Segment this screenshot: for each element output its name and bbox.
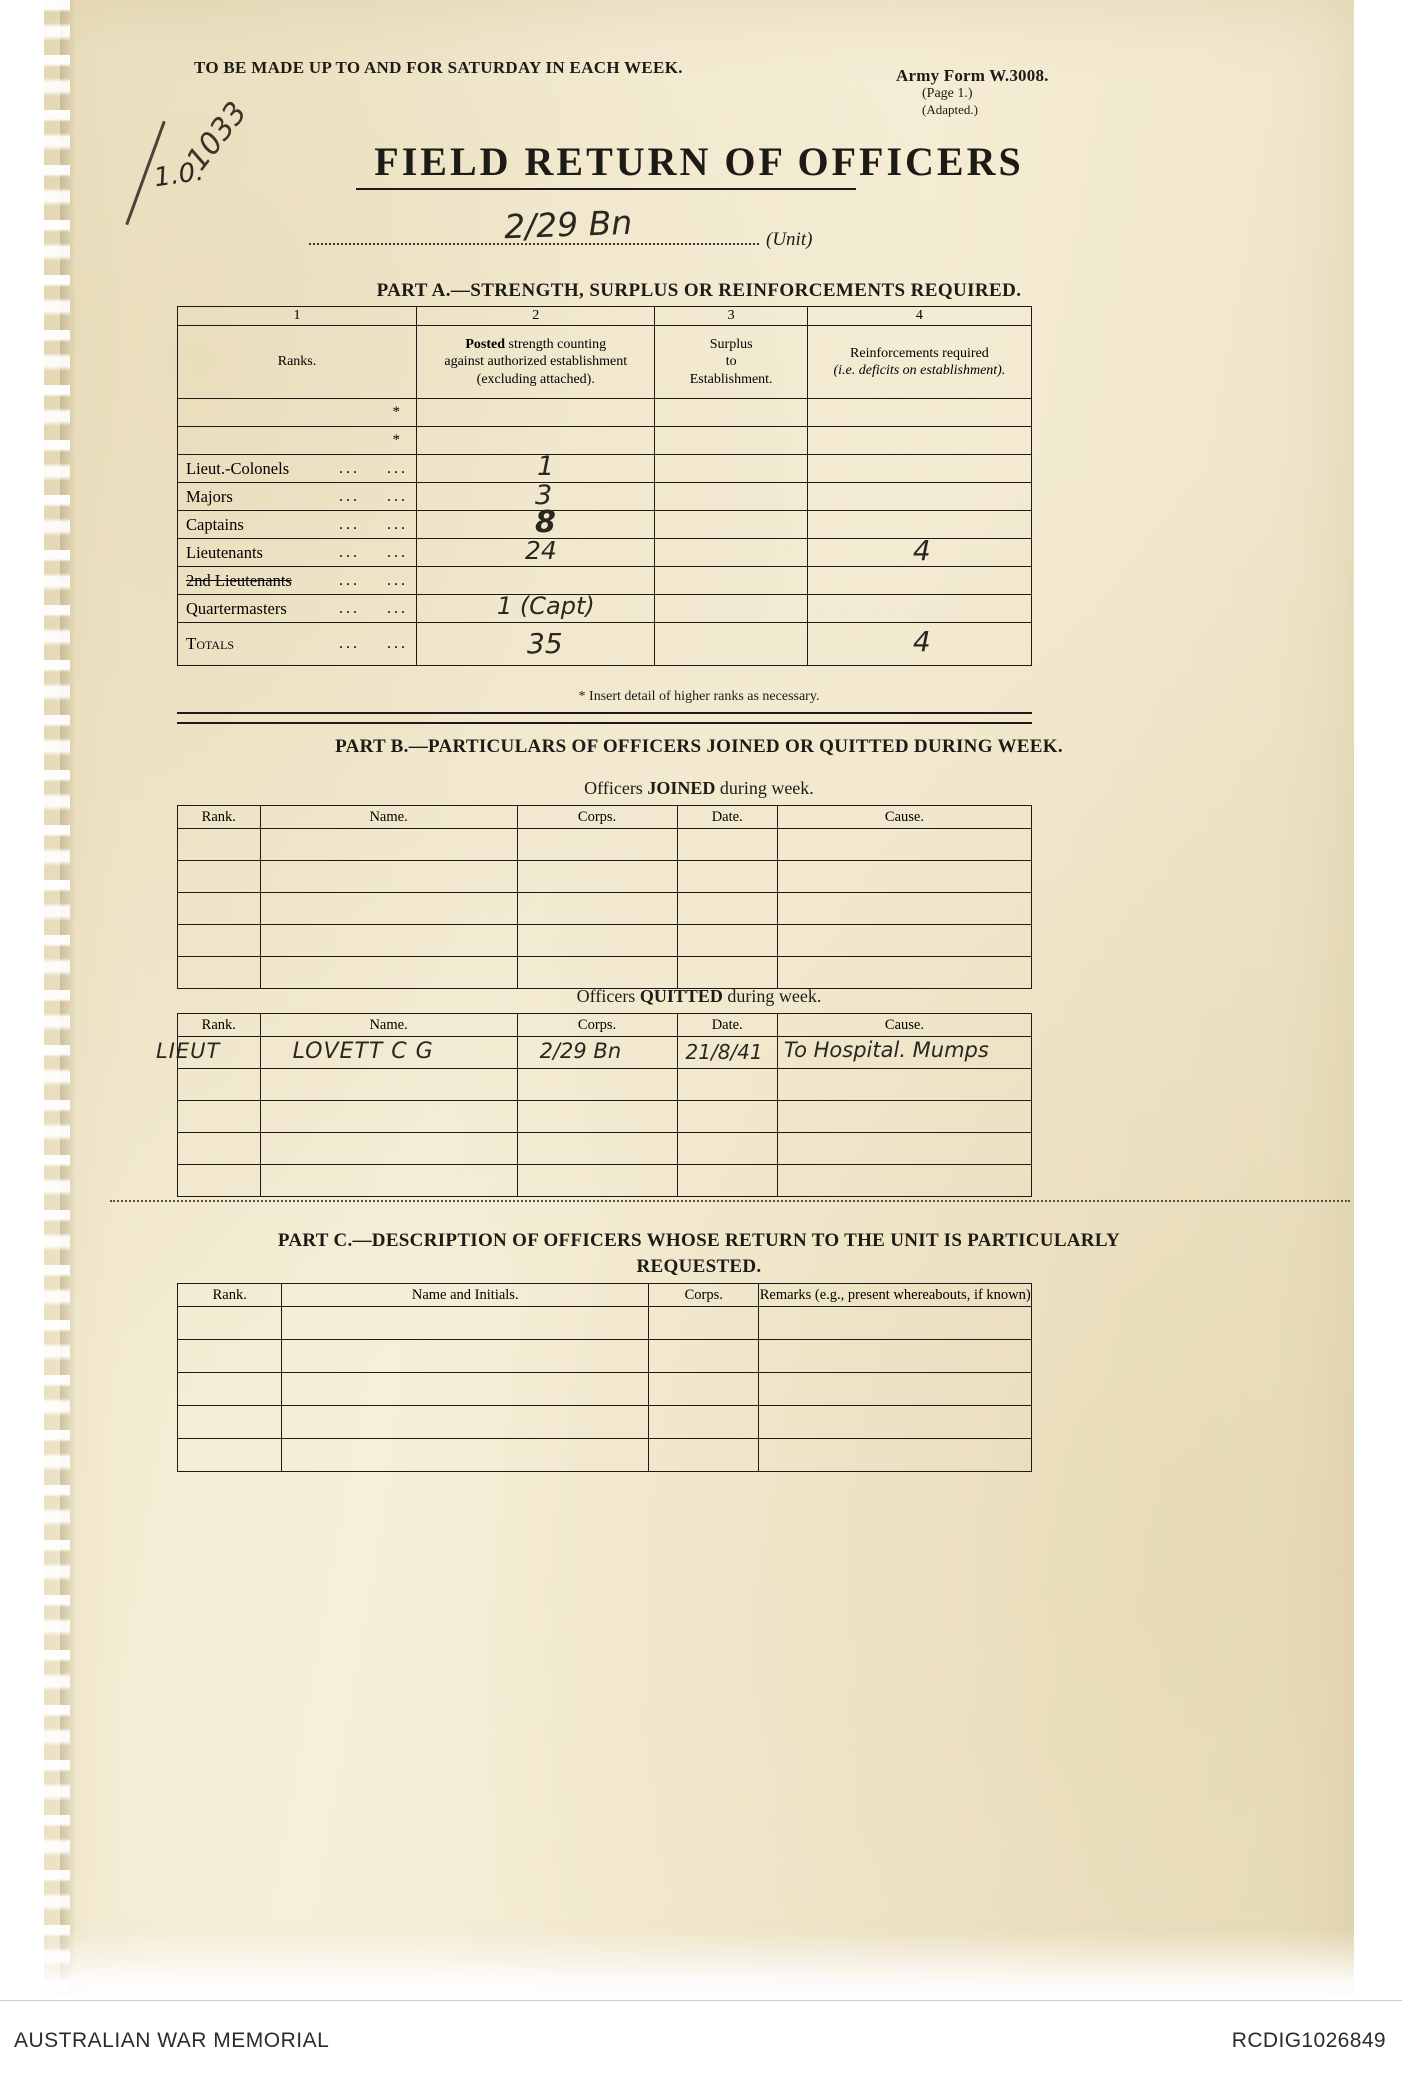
table-row (178, 1406, 1032, 1439)
leader-dots-1: ... (339, 544, 361, 561)
cell-posted-lieutenants (417, 536, 655, 567)
cell-corps (649, 1340, 759, 1373)
unit-field-value: 2/29 Bn (503, 202, 633, 247)
form-number: Army Form W.3008. (896, 66, 1049, 85)
part-b-heading: PART B.—PARTICULARS OF OFFICERS JOINED OR QUITTED DURING WEEK. (335, 736, 1063, 757)
joined-col-date: Date. (677, 806, 777, 829)
table-row (178, 1101, 1032, 1133)
cell-name (282, 1373, 649, 1406)
header-instruction: TO BE MADE UP TO AND FOR SATURDAY IN EACH WEEK. (194, 58, 683, 77)
rank-label-lieut-colonels (178, 455, 417, 483)
quitted-col-name: Name. (260, 1014, 517, 1037)
perforation-line (110, 1200, 1350, 1202)
cell-corps (649, 1439, 759, 1472)
cell-rank (178, 1406, 282, 1439)
col-header-surplus-line2: to (725, 354, 737, 370)
part-c-heading-line2: REQUESTED. (636, 1255, 762, 1277)
rank-label-text: Captains (186, 514, 244, 534)
star-row-reinf-2 (807, 427, 1031, 455)
joined-subheading-suffix: during week. (715, 778, 814, 798)
quitted-col-rank: Rank. (178, 1014, 261, 1037)
star-row-blank-1 (178, 399, 341, 427)
cell-posted-captains (417, 505, 655, 540)
cell-remarks (759, 1373, 1032, 1406)
col-header-posted-rest: strength counting (508, 336, 607, 352)
joined-subheading-keyword: JOINED (647, 778, 716, 798)
cell-rank (178, 1133, 261, 1165)
cell-posted-totals (417, 623, 655, 666)
divider-rule-2 (177, 722, 1032, 724)
cell-name (260, 861, 517, 893)
part-c-heading (44, 1228, 1354, 1279)
cell-name (282, 1439, 649, 1472)
cell-rank (178, 1165, 261, 1197)
table-row (178, 893, 1032, 925)
handwritten-value: 24 (525, 536, 557, 565)
leader-dots-1: ... (339, 460, 361, 477)
cell-corps (649, 1307, 759, 1340)
table-header-row (178, 1014, 1032, 1037)
cell-date (677, 829, 777, 861)
cell-corps (517, 893, 677, 925)
star-row-posted-1 (417, 399, 655, 427)
paper-sheet (44, 0, 1354, 1995)
cell-posted-lieut-colonels (417, 451, 655, 483)
table-row-column-headers (178, 326, 1032, 399)
cell-remarks (759, 1406, 1032, 1439)
cell-reinf-totals (807, 623, 1031, 666)
cell-date (677, 1165, 777, 1197)
cell-cause (777, 893, 1031, 925)
col-header-surplus-line3: Establishment. (689, 371, 773, 387)
col-header-posted-line2: against authorized establishment (444, 354, 628, 370)
table-row (178, 1133, 1032, 1165)
cell-rank (178, 1101, 261, 1133)
part-a-footnote: * Insert detail of higher ranks as necessary. (578, 689, 820, 704)
partc-col-rank: Rank. (178, 1284, 282, 1307)
star-row-surplus-2 (655, 427, 807, 455)
cell-surplus-captains (655, 511, 807, 539)
cell-date (677, 1101, 777, 1133)
footer-institution: AUSTRALIAN WAR MEMORIAL (14, 2029, 330, 2052)
star-row-surplus-1 (655, 399, 807, 427)
cell-date (677, 1069, 777, 1101)
star-row-posted-2 (417, 427, 655, 455)
table-row (178, 539, 1032, 567)
cell-name (260, 1133, 517, 1165)
col-number-1: 1 (178, 307, 417, 326)
rank-label-text: Majors (186, 486, 233, 506)
col-header-surplus (655, 326, 807, 399)
leader-dots-1: ... (339, 488, 361, 505)
part-a-heading: PART A.—STRENGTH, SURPLUS OR REINFORCEMENTS REQUIRED. (376, 280, 1022, 301)
rank-label-majors (178, 483, 417, 511)
cell-remarks (759, 1307, 1032, 1340)
leader-dots-2: ... (387, 488, 409, 505)
cell-rank (178, 1340, 282, 1373)
cell-reinf-lieut-colonels (807, 455, 1031, 483)
cell-corps (517, 1037, 677, 1069)
leader-dots-2: ... (387, 600, 409, 617)
cell-reinf-majors (807, 483, 1031, 511)
table-row (178, 1165, 1032, 1197)
totals-label (178, 623, 417, 666)
cell-cause (777, 957, 1031, 989)
cell-name (260, 1165, 517, 1197)
cell-rank (178, 957, 261, 989)
joined-col-name: Name. (260, 806, 517, 829)
table-row (178, 595, 1032, 623)
cell-rank (156, 1037, 261, 1069)
rank-label-text: Lieutenants (186, 542, 263, 562)
footer-bar (0, 2000, 1402, 2083)
joined-col-corps: Corps. (517, 806, 677, 829)
col-header-posted-line3: (excluding attached). (476, 371, 595, 387)
cell-surplus-lieutenants (655, 539, 807, 567)
totals-label-text: Totals (186, 634, 235, 653)
cell-corps (517, 829, 677, 861)
joined-subheading (44, 778, 1354, 799)
table-row (178, 1037, 1032, 1069)
cell-rank (178, 925, 261, 957)
table-row (178, 483, 1032, 511)
quitted-subheading-keyword: QUITTED (639, 986, 723, 1006)
cell-rank (178, 829, 261, 861)
cell-corps (517, 1101, 677, 1133)
quitted-subheading-suffix: during week. (722, 986, 822, 1006)
cell-date (677, 1133, 777, 1165)
table-header-row (178, 806, 1032, 829)
rank-label-2nd-lieutenants (178, 567, 417, 595)
divider-rule-1 (177, 712, 1032, 714)
table-row (178, 829, 1032, 861)
joined-col-rank: Rank. (178, 806, 261, 829)
cell-name (260, 1101, 517, 1133)
col-header-reinforcements (807, 326, 1031, 399)
col-header-posted-bold: Posted (465, 336, 506, 352)
cell-cause (777, 1069, 1031, 1101)
handwritten-value: 1 (Capt) (497, 592, 595, 620)
table-header-row (178, 1284, 1032, 1307)
handwritten-value: 21/8/41 (685, 1040, 763, 1064)
col-number-2: 2 (417, 307, 655, 326)
cell-date (677, 957, 777, 989)
joined-col-cause: Cause. (777, 806, 1031, 829)
annotation-text: 1033 (179, 95, 255, 178)
handwritten-value: LIEUT (156, 1039, 221, 1063)
cell-rank (178, 1373, 282, 1406)
quitted-subheading-prefix: Officers (576, 986, 640, 1006)
star-marker-2: * (340, 427, 416, 455)
table-row (178, 567, 1032, 595)
col-number-4: 4 (807, 307, 1031, 326)
cell-corps (517, 1165, 677, 1197)
unit-field-label: (Unit) (766, 229, 813, 250)
cell-corps (517, 861, 677, 893)
col-header-reinf-line2: (i.e. deficits on establishment). (833, 363, 1006, 378)
cell-name (260, 925, 517, 957)
rank-label-quartermasters (178, 595, 417, 623)
leader-dots-1: ... (339, 600, 361, 617)
table-row (178, 1340, 1032, 1373)
star-marker-1: * (340, 399, 416, 427)
cell-cause (777, 1165, 1031, 1197)
leader-dots-2: ... (387, 516, 409, 533)
cell-name (260, 1069, 517, 1101)
officers-quitted-table (156, 1013, 1032, 1197)
col-header-ranks: Ranks. (178, 326, 417, 399)
part-c-table (177, 1283, 1032, 1472)
leader-dots-1: ... (339, 635, 361, 652)
cell-rank (178, 1307, 282, 1340)
table-row (178, 455, 1032, 483)
handwritten-value: 35 (527, 627, 563, 660)
quitted-col-date: Date. (677, 1014, 777, 1037)
table-row (178, 1439, 1032, 1472)
table-row (178, 1069, 1032, 1101)
cell-date (677, 893, 777, 925)
cell-reinf-lieutenants (807, 534, 1031, 567)
rank-label-text: Lieut.-Colonels (186, 458, 290, 478)
handwritten-value: 3 (535, 480, 553, 511)
col-header-surplus-line1: Surplus (709, 336, 753, 352)
handwritten-value: 4 (912, 534, 931, 567)
part-c-heading-line1: PART C.—DESCRIPTION OF OFFICERS WHOSE RETURN TO THE UNIT IS PARTICULARLY (277, 1230, 1121, 1251)
cell-cause (777, 925, 1031, 957)
handwritten-value: 1 (537, 451, 555, 482)
rank-label-text: 2nd Lieutenants (186, 570, 292, 590)
star-row-blank-2 (178, 427, 341, 455)
cell-corps (649, 1373, 759, 1406)
cell-remarks (759, 1439, 1032, 1472)
cell-date (677, 861, 777, 893)
table-row (178, 511, 1032, 539)
table-row (178, 1307, 1032, 1340)
cell-name (260, 829, 517, 861)
cell-cause (777, 829, 1031, 861)
table-row (178, 957, 1032, 989)
cell-surplus-totals (655, 623, 807, 666)
adapted-note: (Adapted.) (922, 102, 978, 117)
handwritten-value: To Hospital. Mumps (783, 1038, 989, 1062)
page-note: (Page 1.) (922, 86, 973, 101)
table-row-column-numbers (178, 307, 1032, 326)
leader-dots-2: ... (387, 460, 409, 477)
cell-surplus-2nd-lieutenants (655, 567, 807, 595)
cell-cause (777, 861, 1031, 893)
rank-label-captains (178, 511, 417, 539)
leader-dots-1: ... (339, 572, 361, 589)
joined-subheading-prefix: Officers (584, 778, 648, 798)
cell-remarks (759, 1340, 1032, 1373)
quitted-col-cause: Cause. (777, 1014, 1031, 1037)
cell-cause (777, 1133, 1031, 1165)
part-a-table (177, 306, 1032, 666)
title-underline (356, 188, 856, 190)
cell-date (677, 1037, 777, 1069)
star-row-reinf-1 (807, 399, 1031, 427)
table-row (178, 1373, 1032, 1406)
cell-corps (649, 1406, 759, 1439)
col-header-reinf-line1: Reinforcements required (850, 345, 989, 361)
leader-dots-2: ... (387, 572, 409, 589)
quitted-subheading (44, 986, 1354, 1007)
cell-corps (517, 957, 677, 989)
cell-corps (517, 925, 677, 957)
cell-surplus-quartermasters (655, 595, 807, 623)
table-row (178, 861, 1032, 893)
cell-name (282, 1307, 649, 1340)
col-number-3: 3 (655, 307, 807, 326)
table-row-totals (178, 623, 1032, 666)
cell-name (260, 957, 517, 989)
table-row-star-1 (178, 399, 1032, 427)
handwritten-value: 8 (535, 505, 556, 540)
cell-posted-2nd-lieutenants (417, 567, 655, 595)
cell-rank (178, 1439, 282, 1472)
cell-surplus-majors (655, 483, 807, 511)
annotation-io-text: 1.0. (152, 156, 206, 194)
cell-rank (178, 1069, 261, 1101)
officers-joined-table (177, 805, 1032, 989)
page-title: FIELD RETURN OF OFFICERS (374, 139, 1024, 184)
col-header-posted-strength (417, 326, 655, 399)
cell-cause (777, 1101, 1031, 1133)
cell-surplus-lieut-colonels (655, 455, 807, 483)
leader-dots-1: ... (339, 516, 361, 533)
rank-label-text: Quartermasters (186, 598, 287, 618)
footer-accession-id: RCDIG1026849 (1231, 2029, 1386, 2052)
cell-rank (178, 861, 261, 893)
handwritten-value: 2/29 Bn (539, 1039, 622, 1063)
leader-dots-2: ... (387, 635, 409, 652)
partc-col-corps: Corps. (649, 1284, 759, 1307)
cell-name (260, 893, 517, 925)
cell-cause (777, 1037, 1031, 1069)
cell-name (260, 1037, 517, 1069)
handwritten-value: 4 (912, 625, 931, 658)
table-row-star-2 (178, 427, 1032, 455)
cell-name (282, 1406, 649, 1439)
partc-col-remarks: Remarks (e.g., present whereabouts, if known) (759, 1284, 1032, 1307)
cell-corps (517, 1069, 677, 1101)
cell-posted-quartermasters (417, 592, 655, 623)
cell-reinf-quartermasters (807, 595, 1031, 623)
cell-corps (517, 1133, 677, 1165)
table-row (178, 925, 1032, 957)
quitted-col-corps: Corps. (517, 1014, 677, 1037)
cell-date (677, 925, 777, 957)
cell-rank (178, 893, 261, 925)
cell-reinf-2nd-lieutenants (807, 567, 1031, 595)
partc-col-name: Name and Initials. (282, 1284, 649, 1307)
rank-label-lieutenants (178, 539, 417, 567)
cell-name (282, 1340, 649, 1373)
handwritten-value: LOVETT C G (292, 1039, 434, 1064)
leader-dots-2: ... (387, 544, 409, 561)
